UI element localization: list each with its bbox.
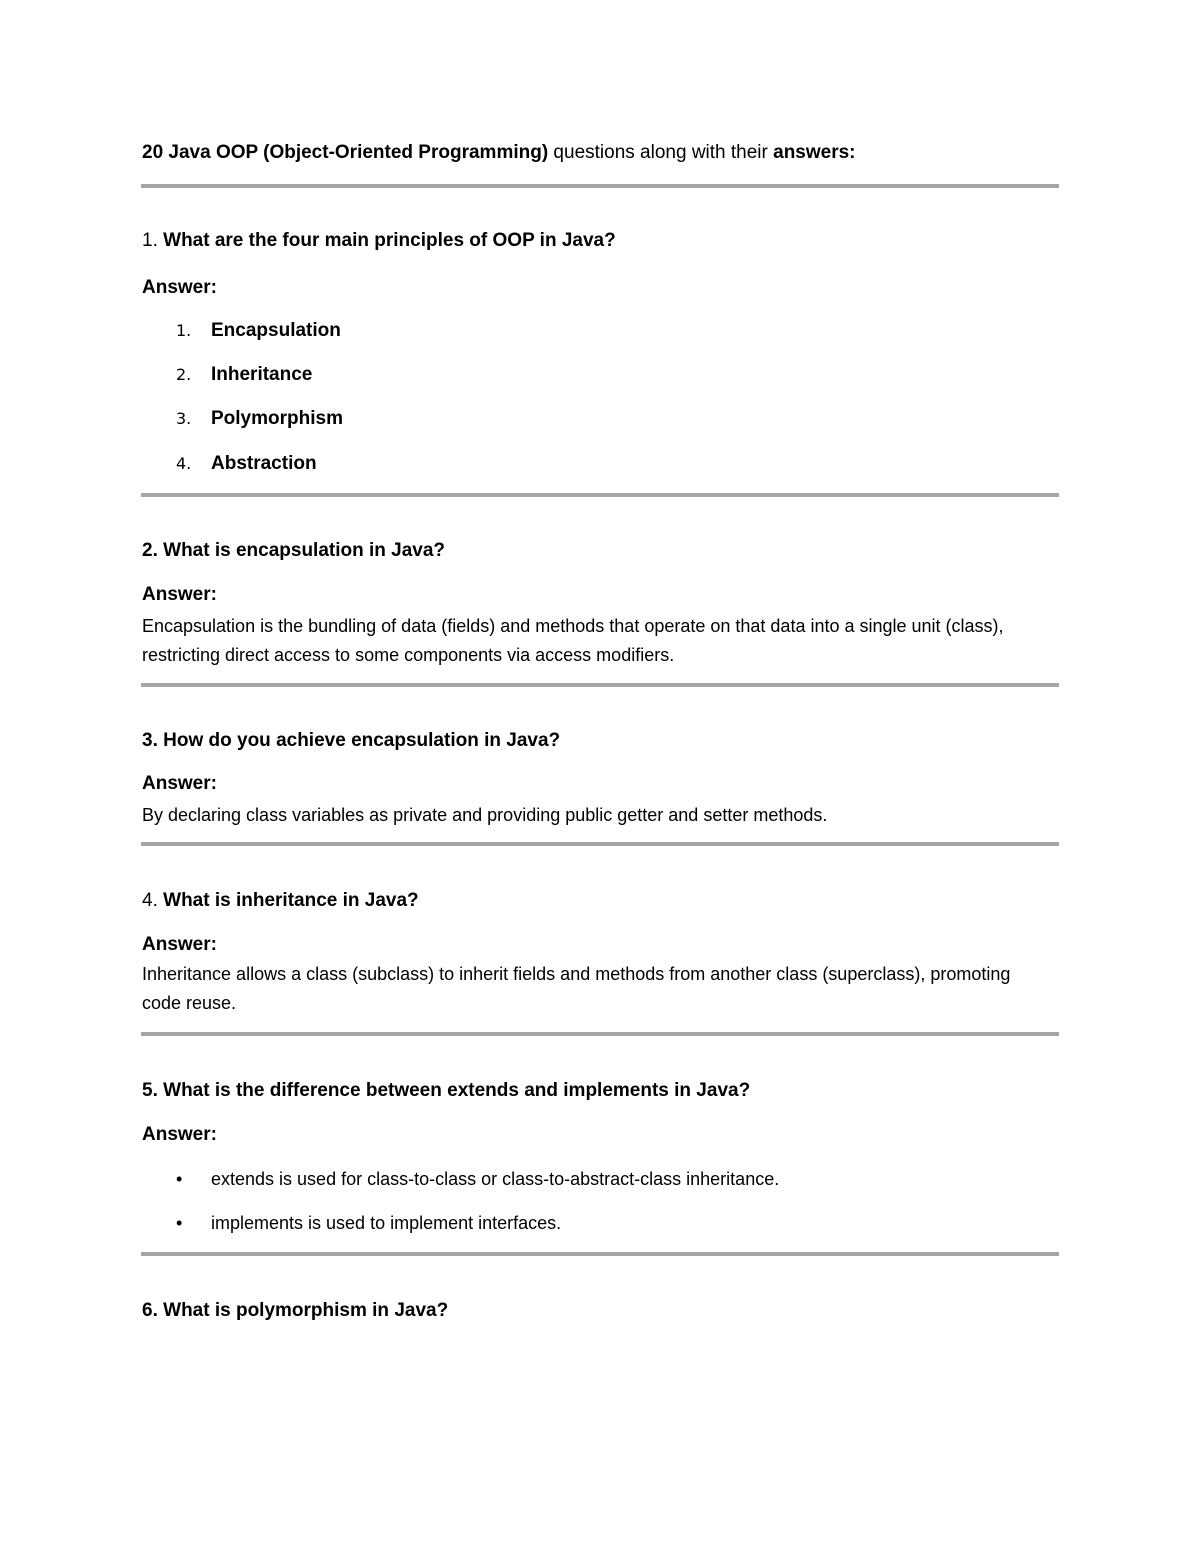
answer-text: Encapsulation is the bundling of data (fields) and methods that operate on that data into a single unit (class), restricting direct access to some components via access modifiers. bbox=[142, 616, 1004, 665]
question-1 bbox=[142, 230, 616, 252]
question-number: 3. bbox=[142, 730, 158, 751]
question-text: What is encapsulation in Java? bbox=[157, 540, 446, 561]
question-6 bbox=[142, 1300, 448, 1322]
question-text: What is the difference between extends and implements in Java? bbox=[157, 1080, 751, 1101]
list-item-text: Polymorphism bbox=[211, 408, 343, 429]
answer-text: By declaring class variables as private and providing public getter and setter methods. bbox=[142, 805, 828, 825]
intro-line bbox=[142, 142, 856, 164]
list-item bbox=[176, 1213, 561, 1234]
question-text: How do you achieve encapsulation in Java? bbox=[157, 730, 561, 751]
horizontal-rule bbox=[141, 184, 1059, 188]
answer-label: Answer: bbox=[142, 277, 217, 298]
question-2 bbox=[142, 540, 445, 562]
horizontal-rule bbox=[141, 1032, 1059, 1036]
horizontal-rule bbox=[141, 493, 1059, 497]
question-3 bbox=[142, 730, 560, 752]
question-number: 1. bbox=[142, 230, 158, 251]
list-item-text: implements is used to implement interfaces. bbox=[211, 1213, 562, 1233]
answer-label: Answer: bbox=[142, 1124, 217, 1145]
question-text: What are the four main principles of OOP in Java? bbox=[157, 230, 616, 251]
list-marker: 1. bbox=[176, 321, 192, 340]
list-marker: 4. bbox=[176, 454, 192, 473]
horizontal-rule bbox=[141, 842, 1059, 846]
answer-label: Answer: bbox=[142, 584, 217, 605]
list-item-text: Encapsulation bbox=[211, 320, 341, 341]
answer-label: Answer: bbox=[142, 773, 217, 794]
list-item bbox=[176, 364, 312, 386]
question-number: 6. bbox=[142, 1300, 158, 1321]
list-item bbox=[176, 1169, 779, 1190]
list-marker: 2. bbox=[176, 365, 192, 384]
bullet-marker: • bbox=[176, 1169, 183, 1189]
question-text: What is polymorphism in Java? bbox=[157, 1300, 449, 1321]
answer-label: Answer: bbox=[142, 934, 217, 955]
question-5 bbox=[142, 1080, 750, 1102]
list-item bbox=[176, 408, 343, 430]
list-item bbox=[176, 453, 317, 475]
question-number: 2. bbox=[142, 540, 158, 561]
intro-bold-title: 20 Java OOP (Object-Oriented Programming) bbox=[142, 142, 549, 163]
question-text: What is inheritance in Java? bbox=[157, 890, 419, 911]
list-marker: 3. bbox=[176, 409, 192, 428]
list-item-text: Abstraction bbox=[211, 453, 317, 474]
bullet-marker: • bbox=[176, 1213, 183, 1233]
list-item-text: Inheritance bbox=[211, 364, 313, 385]
question-4 bbox=[142, 890, 419, 912]
intro-middle: questions along with their bbox=[548, 142, 774, 163]
list-item bbox=[176, 320, 341, 342]
question-number: 4. bbox=[142, 890, 158, 911]
horizontal-rule bbox=[141, 1252, 1059, 1256]
list-item-text: extends is used for class-to-class or class-to-abstract-class inheritance. bbox=[211, 1169, 780, 1189]
answer-text: Inheritance allows a class (subclass) to inherit fields and methods from another class (superclass), promoting code reuse. bbox=[142, 964, 1011, 1013]
horizontal-rule bbox=[141, 683, 1059, 687]
intro-bold-end: answers: bbox=[773, 142, 856, 163]
question-number: 5. bbox=[142, 1080, 158, 1101]
